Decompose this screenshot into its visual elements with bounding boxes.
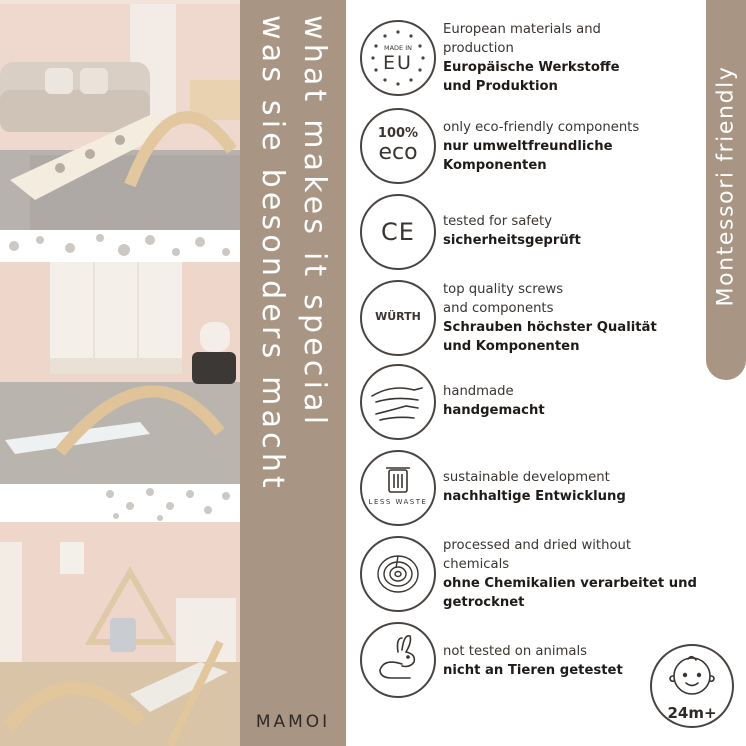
age-badge xyxy=(650,644,734,728)
feature-text-en: tested for safety xyxy=(443,214,553,229)
made-in-eu-icon xyxy=(360,20,436,96)
headline-english: what makes it special xyxy=(297,15,332,429)
brand-logo: MAMOI xyxy=(255,712,331,732)
feature-text-de: sicherheitsgeprüft xyxy=(443,233,581,248)
feature-text-de: Europäische Werkstoffe und Produktion xyxy=(443,60,620,94)
hands-icon xyxy=(360,364,436,440)
wood-slice-icon xyxy=(360,536,436,612)
feature-text-en: not tested on animals xyxy=(443,644,587,659)
feature-text-de: ohne Chemikalien verarbeitet und getrocknet xyxy=(443,576,697,610)
feature-screws xyxy=(356,280,706,360)
feature-made-in-eu xyxy=(356,20,706,100)
feature-text-en: processed and dried without chemicals xyxy=(443,538,632,572)
feature-text-en: only eco-friendly components xyxy=(443,120,640,135)
montessori-label: Montessori friendly xyxy=(713,65,739,307)
feature-text-de: Schrauben höchster Qualität und Komponenten xyxy=(443,320,657,354)
headline-vertical xyxy=(251,15,335,575)
feature-text-en: top quality screws and components xyxy=(443,282,564,316)
decorative-dots xyxy=(0,228,240,264)
badge-top-text: 100% xyxy=(377,126,419,141)
ce-mark-icon xyxy=(360,194,436,270)
headline-german: was sie besonders macht xyxy=(255,15,290,493)
product-photo-living-room xyxy=(0,0,240,230)
feature-text-en: handmade xyxy=(443,384,514,399)
badge-main-text: WÜRTH xyxy=(375,310,421,323)
feature-text-de: handgemacht xyxy=(443,403,545,418)
eco-icon xyxy=(360,108,436,184)
badge-main-text: LESS WASTE xyxy=(368,498,428,506)
badge-main-text: eco xyxy=(378,140,418,165)
rabbit-icon xyxy=(360,622,436,698)
badge-main-text: CE xyxy=(381,218,415,246)
badge-top-text: MADE IN xyxy=(383,44,412,52)
feature-safety xyxy=(356,194,706,274)
feature-text-en: sustainable development xyxy=(443,470,610,485)
less-waste-icon xyxy=(360,450,436,526)
product-photo-wardrobe-room xyxy=(0,262,240,484)
wurth-icon xyxy=(360,280,436,356)
feature-handmade xyxy=(356,364,706,444)
feature-text-en: European materials and production xyxy=(443,22,601,56)
feature-no-chemicals xyxy=(356,536,706,616)
feature-text-de: nicht an Tieren getestet xyxy=(443,663,623,678)
badge-main-text: EU xyxy=(383,52,413,74)
age-label: 24m+ xyxy=(667,704,717,722)
feature-eco xyxy=(356,108,706,188)
feature-sustainable xyxy=(356,450,706,530)
feature-text-de: nur umweltfreundliche Komponenten xyxy=(443,139,613,173)
product-photo-playroom xyxy=(0,522,240,746)
feature-text-de: nachhaltige Entwicklung xyxy=(443,489,626,504)
decorative-dots xyxy=(0,484,240,524)
